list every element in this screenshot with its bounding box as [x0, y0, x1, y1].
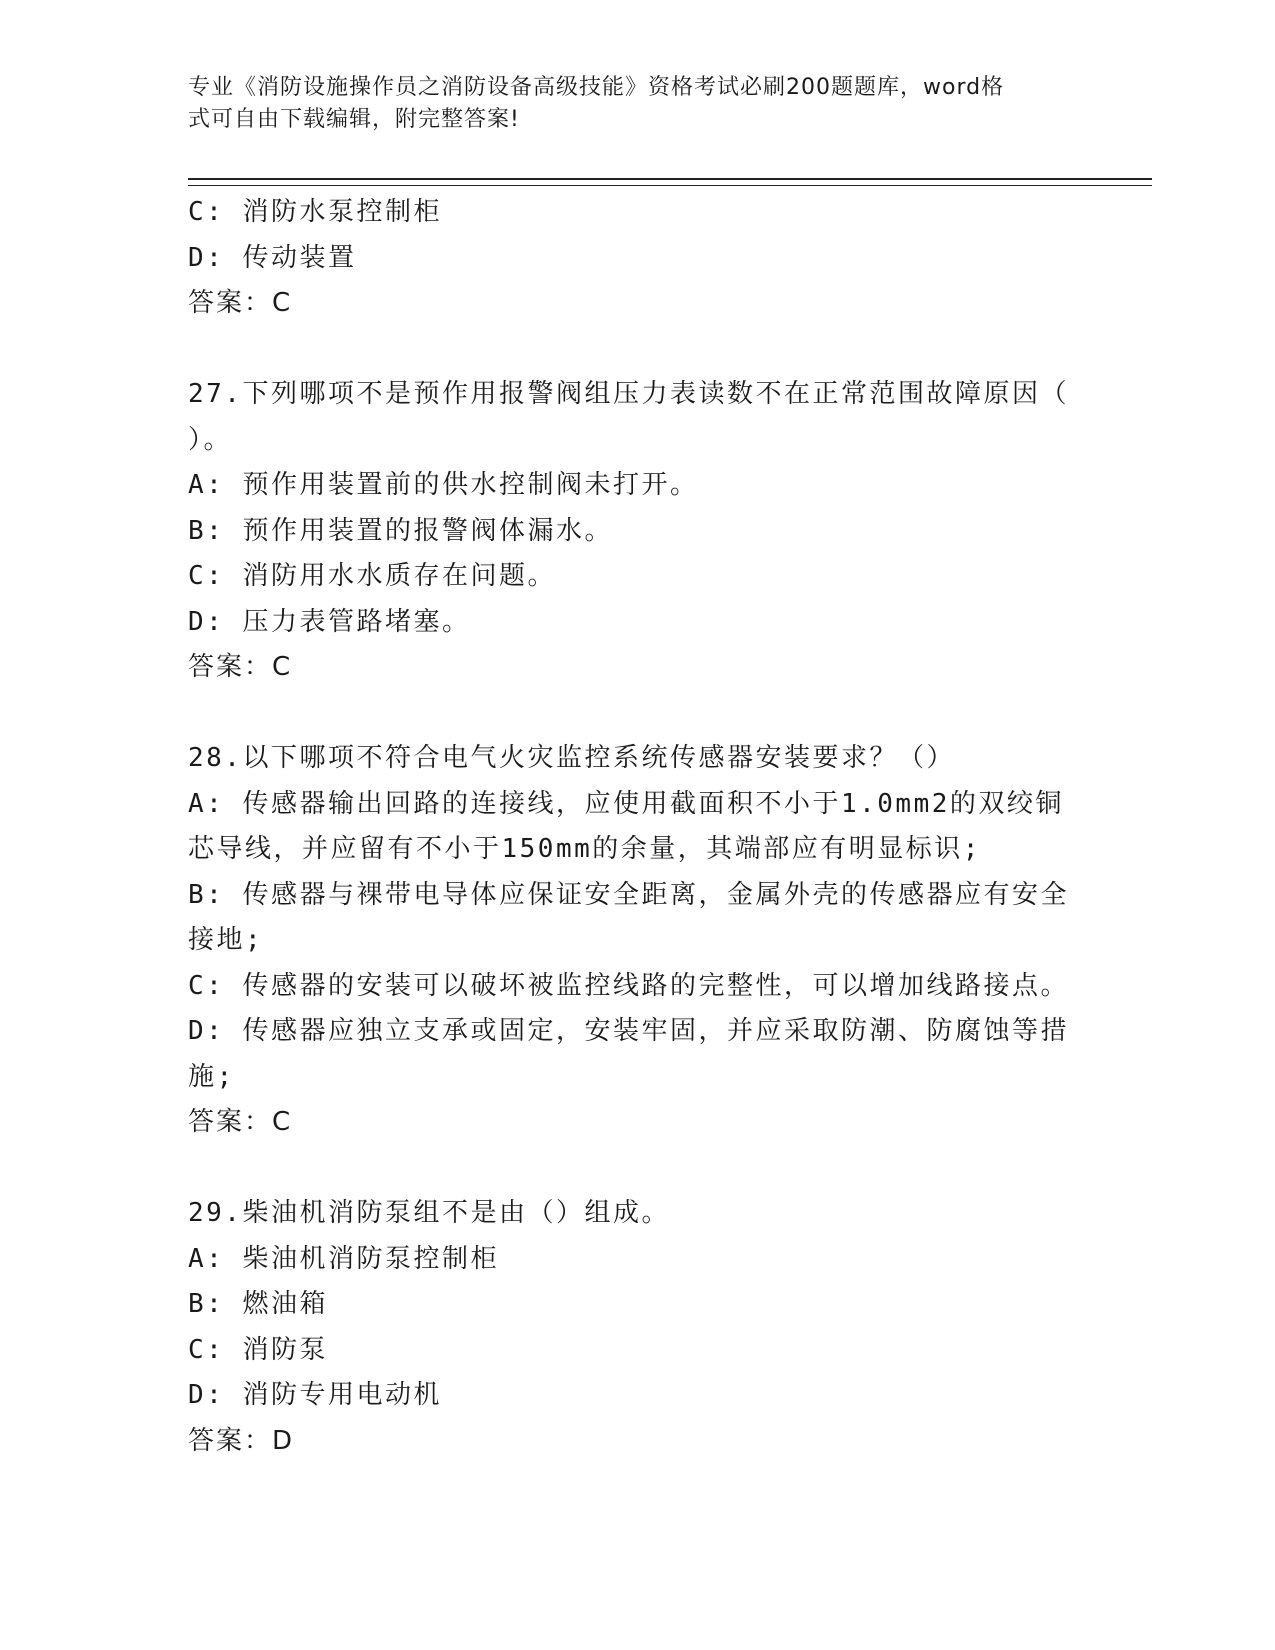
- spacer: [188, 691, 1088, 737]
- option-b: B: 燃油箱: [188, 1289, 328, 1319]
- header-line-2: 式可自由下载编辑，附完整答案!: [188, 107, 520, 132]
- answer-label: 答案：D: [188, 1425, 295, 1456]
- option-b: B: 预作用装置的报警阀体漏水。: [188, 515, 613, 546]
- answer-label: 答案：C: [188, 652, 293, 682]
- option-a: A: 柴油机消防泵控制柜: [188, 1243, 499, 1274]
- option-a-cont: 芯导线，并应留有不小于150mm的余量，其端部应有明显标识;: [188, 834, 981, 864]
- option-d: D: 传感器应独立支承或固定，安装牢固，并应采取防潮、防腐蚀等措: [188, 1016, 1069, 1046]
- question-28: [188, 736, 1088, 1146]
- question-list: [188, 190, 1088, 1464]
- spacer: [188, 1146, 1088, 1192]
- option-c: C: 消防用水水质存在问题。: [188, 561, 556, 591]
- question-stem: 27.下列哪项不是预作用报警阀组压力表读数不在正常范围故障原因（: [188, 379, 1069, 409]
- option-b-cont: 接地;: [188, 925, 264, 955]
- option-d: D: 传动装置: [188, 242, 357, 273]
- header-line-1: 专业《消防设施操作员之消防设备高级技能》资格考试必刷200题题库，word格: [188, 75, 1005, 100]
- question-stem-cont: ）。: [188, 424, 233, 455]
- answer-label: 答案：C: [188, 288, 293, 318]
- option-b: B: 传感器与裸带电导体应保证安全距离，金属外壳的传感器应有安全: [188, 879, 1069, 910]
- header-divider: [188, 178, 1152, 186]
- question-stem: 28.以下哪项不符合电气火灾监控系统传感器安装要求？（）: [188, 743, 955, 773]
- option-c: C: 传感器的安装可以破坏被监控线路的完整性，可以增加线路接点。: [188, 970, 1069, 1001]
- question-29: [188, 1191, 1088, 1464]
- option-c: C: 消防泵: [188, 1334, 328, 1365]
- question-26-continued: [188, 190, 1088, 327]
- option-c: C: 消防水泵控制柜: [188, 197, 442, 227]
- question-stem: 29.柴油机消防泵组不是由（）组成。: [188, 1198, 670, 1228]
- option-a: A: 传感器输出回路的连接线，应使用截面积不小于1.0mm2的双绞铜: [188, 788, 1064, 819]
- answer-label: 答案：C: [188, 1107, 293, 1137]
- option-d: D: 消防专用电动机: [188, 1380, 442, 1410]
- page-header: [188, 72, 1068, 136]
- question-27: [188, 372, 1088, 691]
- option-d: D: 压力表管路堵塞。: [188, 606, 471, 637]
- option-a: A: 预作用装置前的供水控制阀未打开。: [188, 470, 699, 500]
- spacer: [188, 327, 1088, 373]
- option-d-cont: 施;: [188, 1061, 235, 1092]
